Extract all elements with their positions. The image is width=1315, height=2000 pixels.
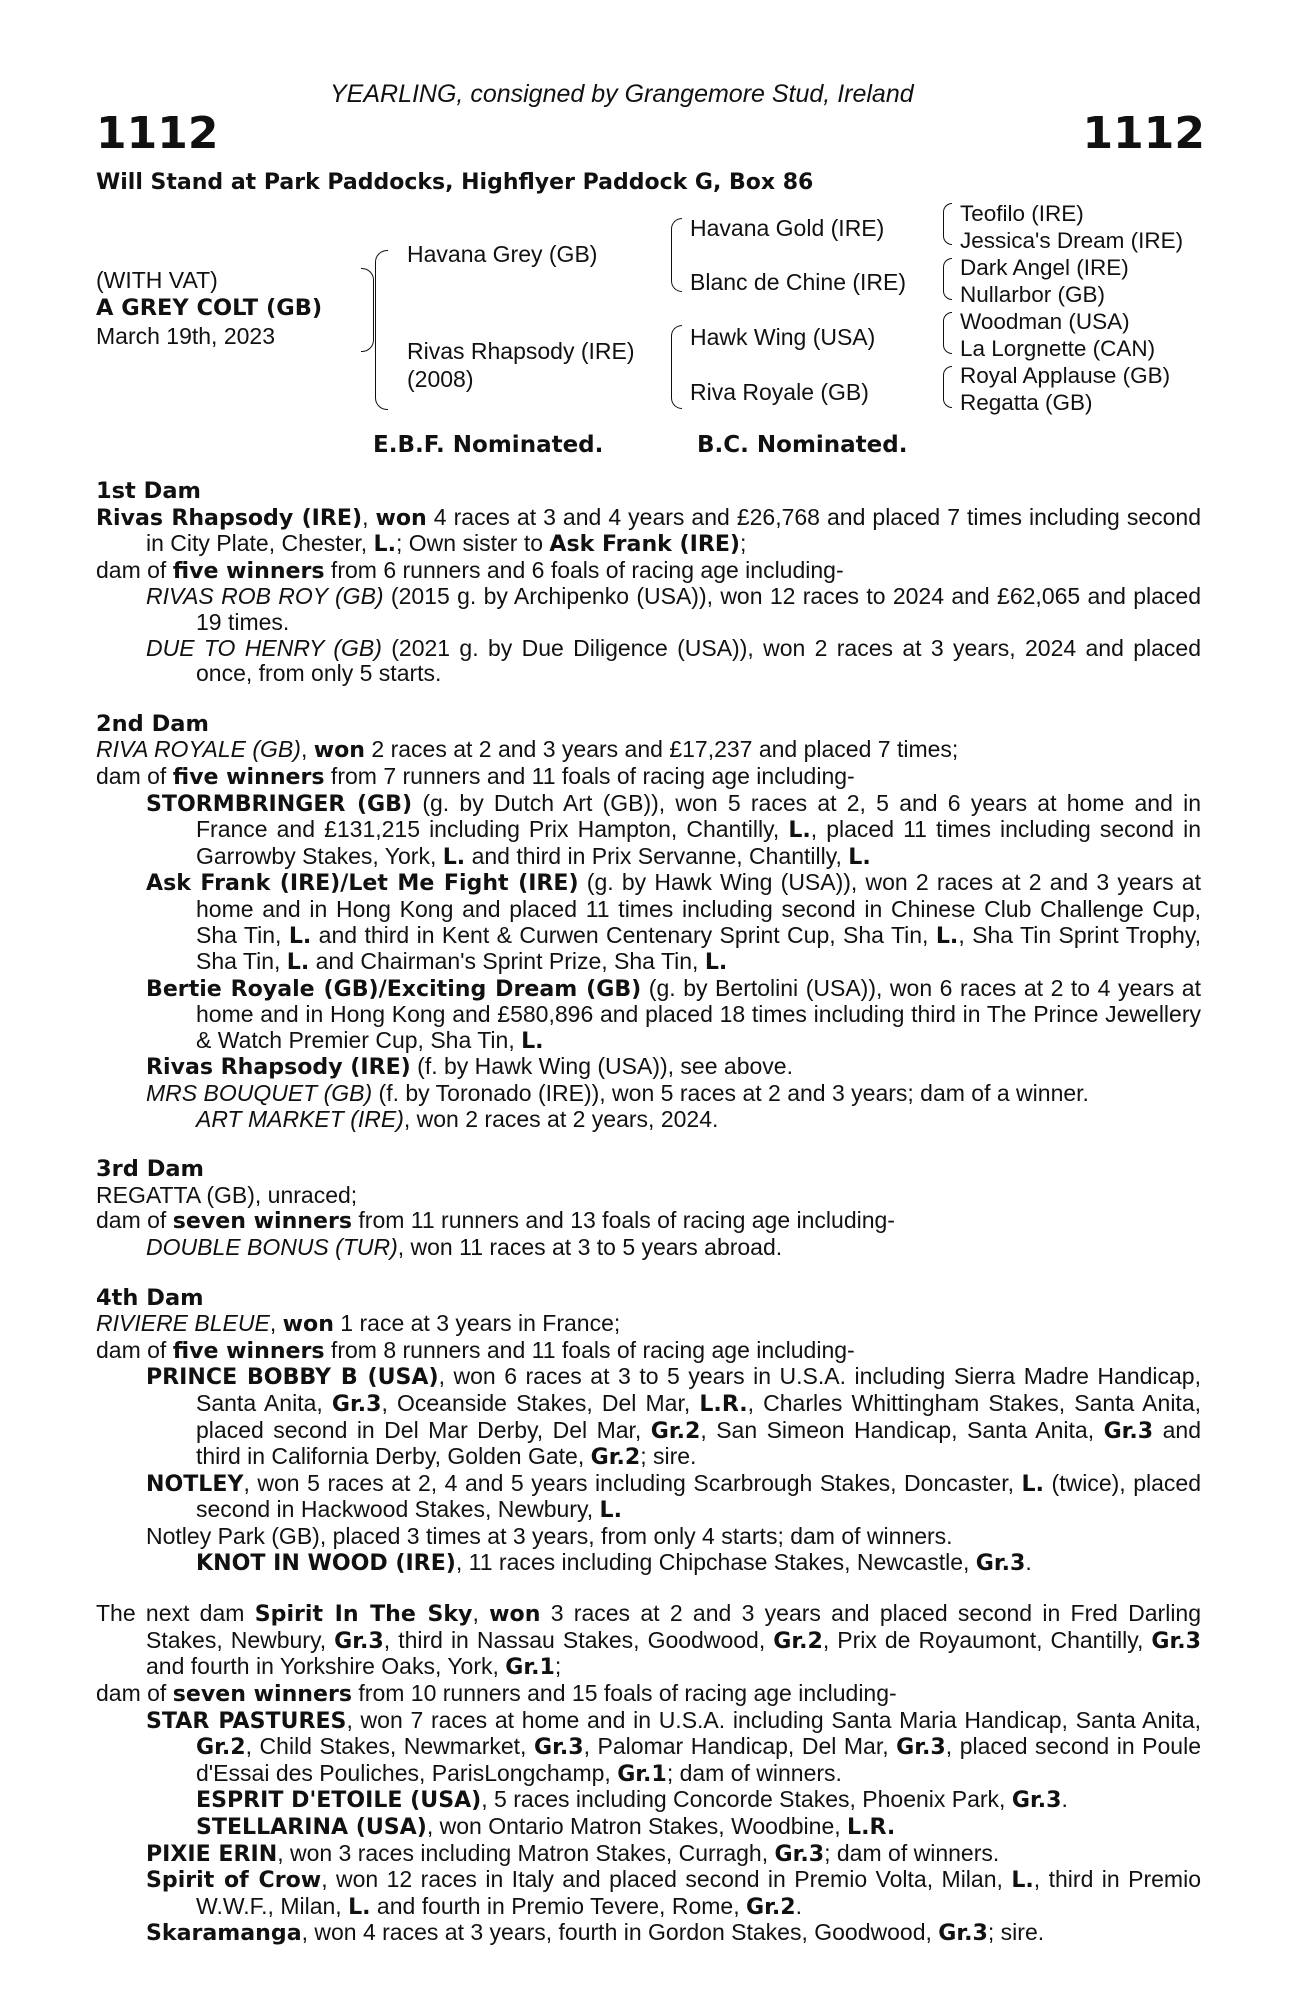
sire-sire: Havana Gold (IRE) (690, 215, 885, 241)
next-dam-grand-offspring: STELLARINA (USA), won Ontario Matron Stakes, Woodbine, L.R. (196, 1812, 896, 1840)
g3-ancestor: Nullarbor (GB) (960, 282, 1106, 307)
g3-ancestor: La Lorgnette (CAN) (960, 336, 1156, 361)
g3-ancestor: Jessica's Dream (IRE) (960, 228, 1184, 253)
second-dam-offspring: MRS BOUQUET (GB) (f. by Toronado (IRE)), won 5 races at 2 and 3 years; dam of a winner. (146, 1080, 1089, 1107)
second-dam-offspring: Ask Frank (IRE)/Let Me Fight (IRE) (g. by Hawk Wing (USA)), won 2 races at 2 and 3 years at home and in Hong Kong and placed 11 times including second in Chinese Club Challenge Cup, Sha Tin, L. and third in Kent & Curwen Centenary Sprint Cup, Sha Tin, L., Sha Tin Sprint Trophy, Sha Tin, L. and Chairman's Sprint Prize, Sha Tin, L. (146, 869, 1202, 976)
g3-ancestor: Woodman (USA) (960, 309, 1130, 334)
g3-brace-4 (943, 366, 952, 408)
fourth-dam-record: RIVIERE BLEUE, won 1 race at 3 years in France; (96, 1310, 621, 1338)
fourth-dam-offspring: PRINCE BOBBY B (USA), won 6 races at 3 to 5 years in U.S.A. including Sierra Madre Handicap, Santa Anita, Gr.3, Oceanside Stakes, Del Mar, L.R., Charles Whittingham Stakes, Santa Anita, placed second in Del Mar Derby, Del Mar, Gr.2, San Simeon Handicap, Santa Anita, Gr.3 and third in California Derby, Golden Gate, Gr.2; sire. (146, 1363, 1202, 1471)
g3-ancestor: Teofilo (IRE) (960, 201, 1084, 226)
g3-brace-1 (943, 203, 952, 245)
third-dam-heading: 3rd Dam (96, 1156, 204, 1183)
horse-brace (361, 268, 374, 352)
sire-name: Havana Grey (GB) (407, 241, 598, 267)
second-dam-heading: 2nd Dam (96, 710, 209, 737)
third-dam-record: REGATTA (GB), unraced; (96, 1181, 358, 1208)
next-dam-offspring: STAR PASTURES, won 7 races at home and in U.S.A. including Santa Maria Handicap, Santa Anita, Gr.2, Child Stakes, Newmarket, Gr.3, Palomar Handicap, Del Mar, Gr.3, placed second in Poule d'Essai des Pouliches, ParisLongchamp, Gr.1; dam of winners. (146, 1706, 1201, 1787)
dam-dam: Riva Royale (GB) (690, 379, 869, 405)
dam-name: Rivas Rhapsody (IRE) (407, 338, 635, 364)
first-dam-offspring: DUE TO HENRY (GB) (2021 g. by Due Diligence (USA)), won 2 races at 3 years, 2024 and placed once, from only 5 starts. (146, 634, 1202, 687)
fourth-dam-heading: 4th Dam (96, 1284, 204, 1311)
stabling-location: Will Stand at Park Paddocks, Highflyer Paddock G, Box 86 (96, 170, 814, 195)
next-dam-offspring: Spirit of Crow, won 12 races in Italy and placed second in Premio Volta, Milan, L., third in Premio W.W.F., Milan, L. and fourth in Premio Tevere, Rome, Gr.2. (146, 1866, 1201, 1920)
dam-sire: Hawk Wing (USA) (690, 324, 876, 350)
first-dam-offspring: RIVAS ROB ROY (GB) (2015 g. by Archipenko (USA)), won 12 races to 2024 and £62,065 and placed 19 times. (146, 583, 1202, 635)
first-dam-heading: 1st Dam (96, 478, 201, 504)
ebf-nomination: E.B.F. Nominated. (373, 432, 604, 458)
vat-note: (WITH VAT) (96, 267, 218, 293)
first-dam-record: Rivas Rhapsody (IRE), won 4 races at 3 and 4 years and £26,768 and placed 7 times including second in City Plate, Chester, L.; Own sister to Ask Frank (IRE); (96, 503, 1201, 558)
fourth-dam-grand-offspring: KNOT IN WOOD (IRE), 11 races including Chipchase Stakes, Newcastle, Gr.3. (196, 1548, 1032, 1576)
g3-brace-3 (943, 312, 952, 354)
second-dam-offspring: Bertie Royale (GB)/Exciting Dream (GB) (g. by Bertolini (USA)), won 6 races at 2 to 4 years at home and in Hong Kong and £580,896 and placed 18 times including third in The Prince Jewellery & Watch Premier Cup, Sha Tin, L. (146, 974, 1201, 1054)
g3-brace-2 (943, 258, 952, 300)
lot-number-right: 1112 (1082, 108, 1205, 159)
next-dam-offspring: PIXIE ERIN, won 3 races including Matron Stakes, Curragh, Gr.3; dam of winners. (146, 1839, 1000, 1867)
next-dam-grand-offspring: ESPRIT D'ETOILE (USA), 5 races including Concorde Stakes, Phoenix Park, Gr.3. (196, 1786, 1068, 1814)
dam-year: (2008) (407, 366, 474, 392)
lot-number-left: 1112 (96, 108, 219, 159)
second-dam-produce-summary: dam of five winners from 7 runners and 11 foals of racing age including- (96, 762, 855, 790)
g3-ancestor: Regatta (GB) (960, 390, 1093, 415)
g3-ancestor: Royal Applause (GB) (960, 363, 1171, 388)
fourth-dam-offspring: Notley Park (GB), placed 3 times at 3 years, from only 4 starts; dam of winners. (146, 1522, 953, 1549)
third-dam-offspring: DOUBLE BONUS (TUR), won 11 races at 3 to 5 years abroad. (146, 1234, 783, 1261)
fourth-dam-offspring: NOTLEY, won 5 races at 2, 4 and 5 years including Scarbrough Stakes, Doncaster, L. (twice), placed second in Hackwood Stakes, Newbury, L. (146, 1469, 1201, 1524)
bc-nomination: B.C. Nominated. (697, 432, 908, 458)
catalogue-body (96, 479, 1201, 1947)
dam-brace (671, 325, 682, 409)
foaling-date: March 19th, 2023 (96, 323, 276, 349)
next-dam-produce-summary: dam of seven winners from 10 runners and 15 foals of racing age including- (96, 1679, 897, 1707)
sire-dam: Blanc de Chine (IRE) (690, 269, 907, 295)
g3-ancestor: Dark Angel (IRE) (960, 255, 1129, 280)
parents-brace (375, 250, 388, 410)
second-dam-record: RIVA ROYALE (GB), won 2 races at 2 and 3 years and £17,237 and placed 7 times; (96, 736, 959, 764)
fourth-dam-produce-summary: dam of five winners from 8 runners and 11 foals of racing age including- (96, 1336, 855, 1364)
second-dam-offspring: Rivas Rhapsody (IRE) (f. by Hawk Wing (USA)), see above. (146, 1053, 793, 1081)
sire-brace (671, 218, 682, 292)
first-dam-produce-summary: dam of five winners from 6 runners and 6 foals of racing age including- (96, 556, 844, 584)
horse-name: A GREY COLT (GB) (96, 295, 323, 321)
third-dam-produce-summary: dam of seven winners from 11 runners and 13 foals of racing age including- (96, 1207, 895, 1235)
consignment-line: YEARLING, consigned by Grangemore Stud, Ireland (330, 80, 914, 108)
second-dam-offspring: STORMBRINGER (GB) (g. by Dutch Art (GB)), won 5 races at 2, 5 and 6 years at home and in France and £131,215 including Prix Hampton, Chantilly, L., placed 11 times including second in Garrowby Stakes, York, L. and third in Prix Servanne, Chantilly, L. (146, 789, 1201, 870)
next-dam-record: The next dam Spirit In The Sky, won 3 races at 2 and 3 years and placed second in Fred Darling Stakes, Newbury, Gr.3, third in Nassau Stakes, Goodwood, Gr.2, Prix de Royaumont, Chantilly, Gr.3 and fourth in Yorkshire Oaks, York, Gr.1; (96, 1600, 1202, 1681)
second-dam-grand-offspring: ART MARKET (IRE), won 2 races at 2 years, 2024. (196, 1105, 719, 1132)
next-dam-offspring: Skaramanga, won 4 races at 3 years, fourth in Gordon Stakes, Goodwood, Gr.3; sire. (146, 1919, 1045, 1947)
